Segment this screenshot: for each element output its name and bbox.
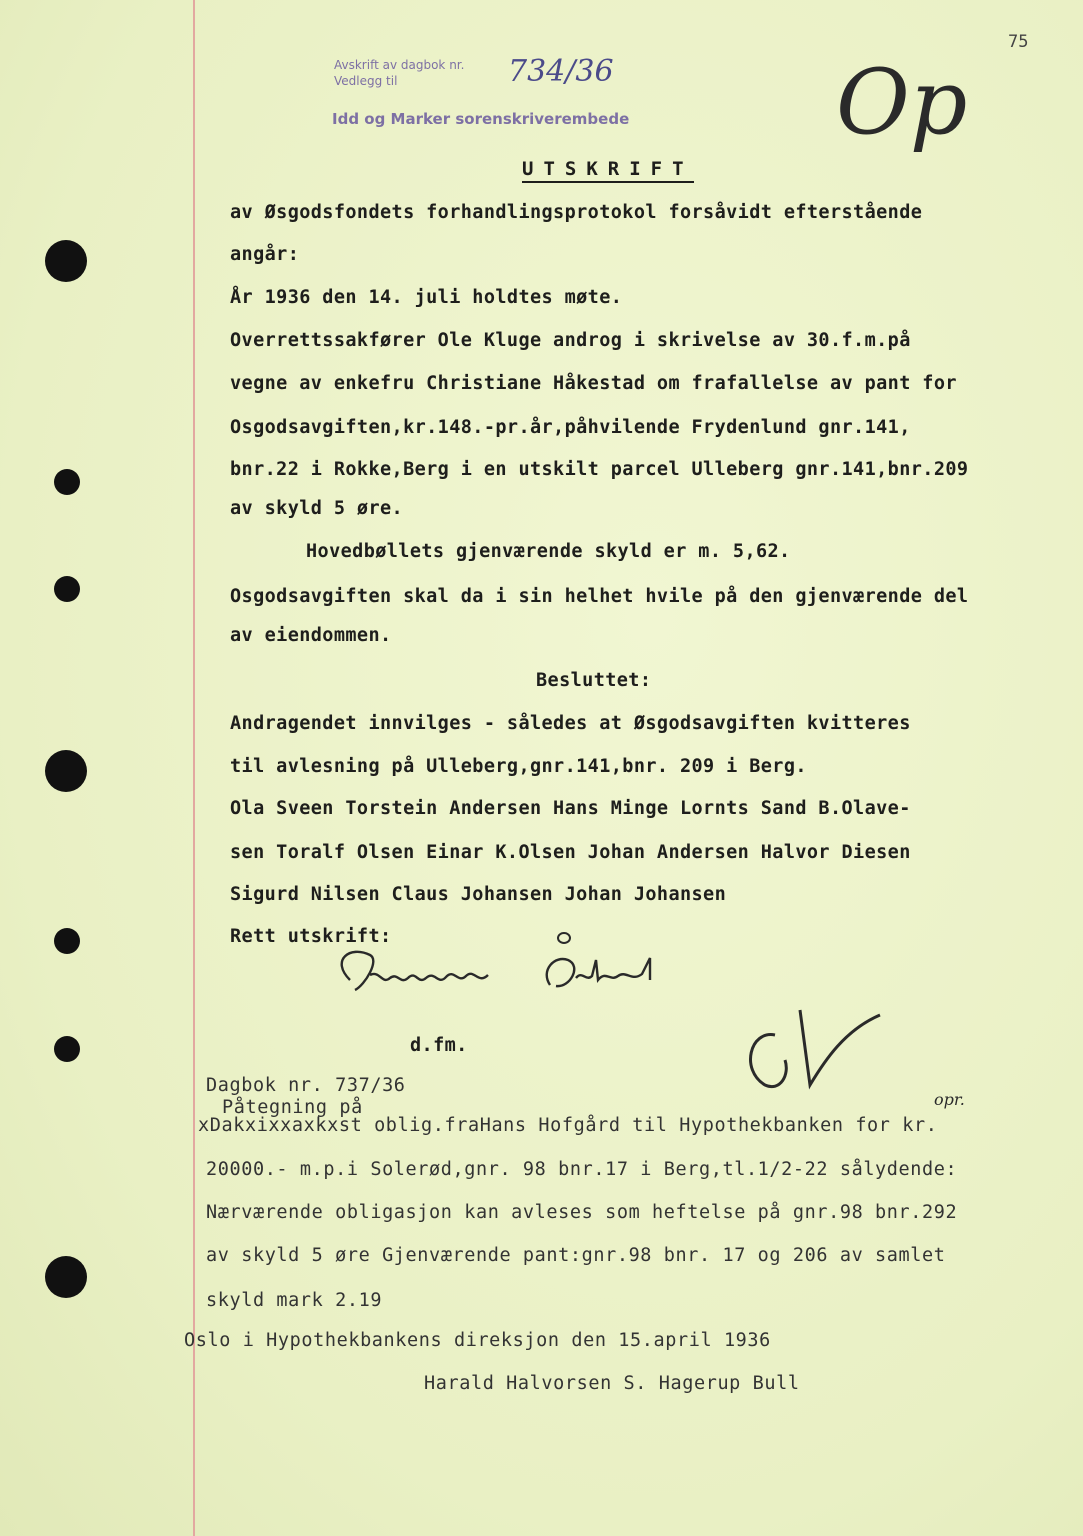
- signatories-line: sen Toralf Olsen Einar K.Olsen Johan Andersen Halvor Diesen: [230, 842, 911, 863]
- annotation-line: av skyld 5 øre Gjenværende pant:gnr.98 bnr. 17 og 206 av samlet: [206, 1245, 946, 1266]
- body-line: bnr.22 i Rokke,Berg i en utskilt parcel Ulleberg gnr.141,bnr.209: [230, 459, 969, 480]
- stamp-number-handwritten: 734/36: [508, 54, 614, 89]
- initials-top: Op: [836, 50, 968, 155]
- punch-hole: [45, 240, 87, 282]
- body-line: År 1936 den 14. juli holdtes møte.: [230, 287, 623, 308]
- punch-hole: [54, 1036, 80, 1062]
- signers-line: Harald Halvorsen S. Hagerup Bull: [424, 1373, 800, 1394]
- annotation-line: skyld mark 2.19: [206, 1290, 383, 1311]
- decision-line: til avlesning på Ulleberg,gnr.141,bnr. 209 i Berg.: [230, 756, 807, 777]
- decision-heading: Besluttet:: [536, 670, 652, 691]
- annotation-line: 20000.- m.p.i Solerød,gnr. 98 bnr.17 i Berg,tl.1/2-22 sålydende:: [206, 1159, 958, 1180]
- signatories-line: Sigurd Nilsen Claus Johansen Johan Johansen: [230, 884, 727, 905]
- decision-line: Andragendet innvilges - således at Øsgodsavgiften kvitteres: [230, 713, 911, 734]
- stamp-line-1: Avskrift av dagbok nr.: [334, 58, 465, 72]
- punch-hole: [54, 928, 80, 954]
- handwritten-annotation: opr.: [934, 1090, 965, 1109]
- body-line: av eiendommen.: [230, 625, 392, 646]
- body-line: av Øsgodsfondets forhandlingsprotokol forsåvidt efterstående: [230, 202, 923, 223]
- handwritten-signature: [320, 930, 700, 1010]
- annotation-line: Nærværende obligasjon kan avleses som heftelse på gnr.98 bnr.292: [206, 1202, 958, 1223]
- certified-label: Rett utskrift:: [230, 926, 392, 947]
- date-reference: d.fm.: [410, 1035, 468, 1056]
- punch-hole: [54, 576, 80, 602]
- dagbok-number: Dagbok nr. 737/36: [206, 1075, 406, 1096]
- annotation-line: xDakxixxaxkxst oblig.fraHans Hofgård til Hypothekbanken for kr.: [198, 1115, 938, 1136]
- initials-signature: [730, 990, 890, 1100]
- annotation-heading: Påtegning på: [222, 1097, 363, 1118]
- body-line: Osgodsavgiften,kr.148.-pr.år,påhvilende Frydenlund gnr.141,: [230, 417, 911, 438]
- stamp-line-2: Vedlegg til: [334, 74, 398, 88]
- margin-line: [193, 0, 195, 1536]
- body-line: angår:: [230, 244, 300, 265]
- punch-hole: [45, 750, 87, 792]
- punch-hole: [45, 1256, 87, 1298]
- body-line: Osgodsavgiften skal da i sin helhet hvile på den gjenværende del: [230, 586, 969, 607]
- stamp-office: Idd og Marker sorenskriverembede: [332, 110, 630, 128]
- punch-hole: [54, 469, 80, 495]
- signatories-line: Ola Sveen Torstein Andersen Hans Minge Lornts Sand B.Olave-: [230, 798, 911, 819]
- body-line: Overrettssakfører Ole Kluge androg i skrivelse av 30.f.m.på: [230, 330, 911, 351]
- place-date-line: Oslo i Hypothekbankens direksjon den 15.april 1936: [184, 1330, 771, 1351]
- page-number: 75: [1008, 32, 1029, 52]
- body-line: vegne av enkefru Christiane Håkestad om frafallelse av pant for: [230, 373, 957, 394]
- document-title: UTSKRIFT: [522, 158, 694, 183]
- body-line: Hovedbøllets gjenværende skyld er m. 5,62.: [306, 541, 791, 562]
- body-line: av skyld 5 øre.: [230, 498, 404, 519]
